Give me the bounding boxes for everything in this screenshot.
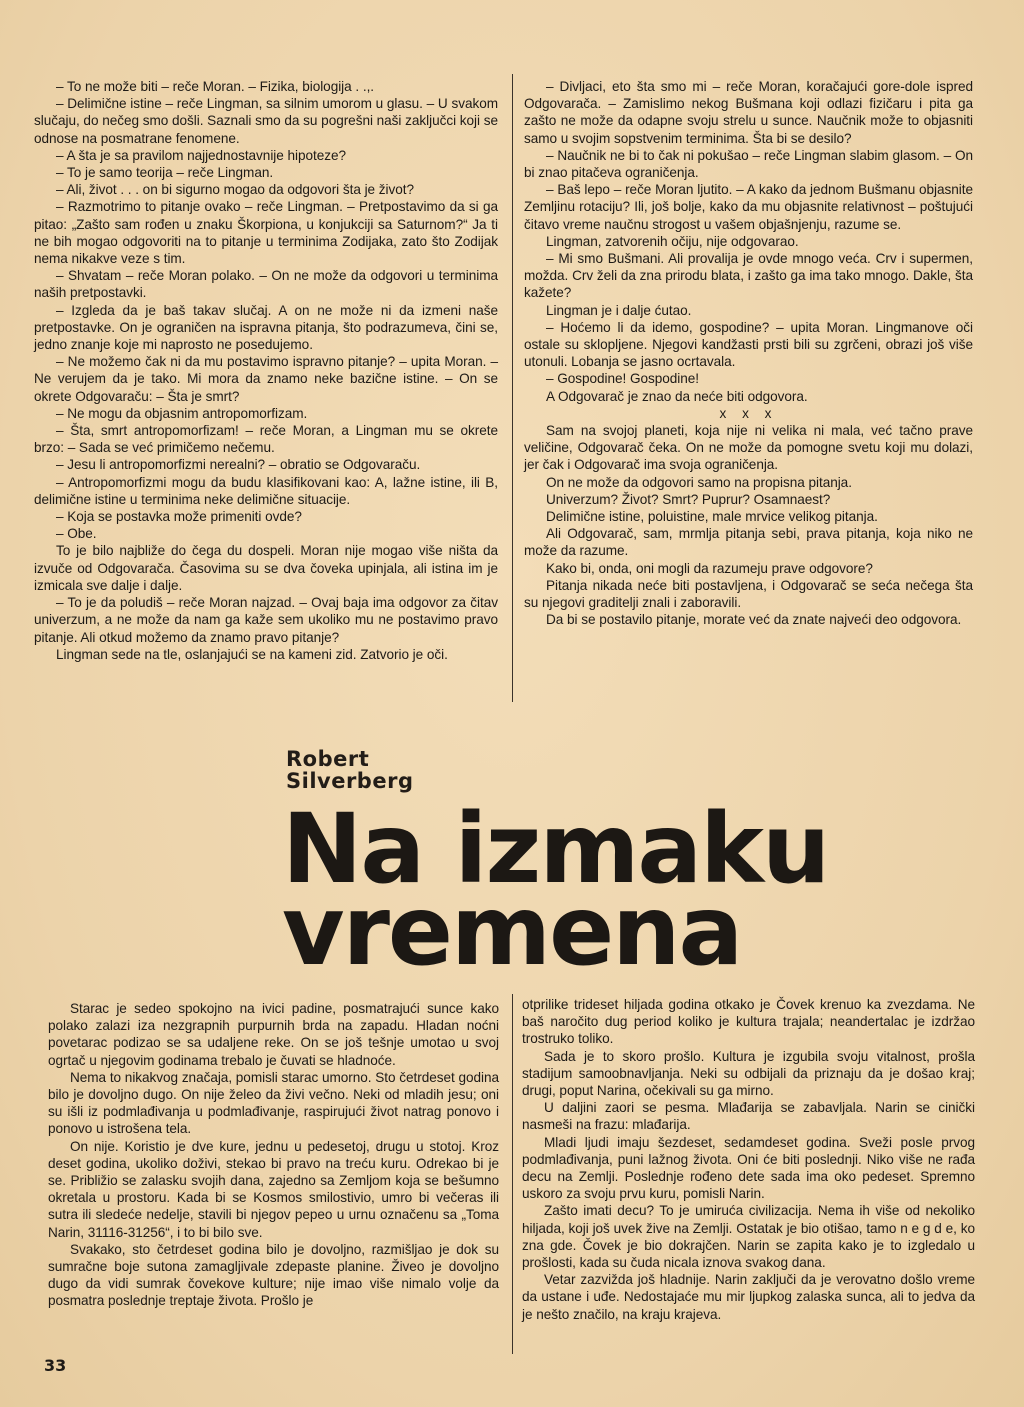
top-left-column: [34, 78, 498, 663]
paragraph: – Gospodine! Gospodine!: [546, 371, 700, 387]
paragraph: Sam na svojoj planeti, koja nije ni velika ni mala, već tačno prave veličine, Odgovarač čeka. On ne može da pomogne svetu koji mu dolazi, jer čak i Odgovarač ima svoja ograničenja.: [524, 423, 973, 473]
paragraph: – Izgleda da je baš takav slučaj. A on ne može ni da izmeni naše pretpostavke. On je ograničen na ispravna pitanja, što podrazumeva, čini se, jedno znanje koje mi naprosto ne posedujemo.: [34, 302, 498, 353]
paragraph: – Šta, smrt antropomorfizam! – reče Moran, a Lingman mu se okrete brzo: – Sada se već primičemo nečemu.: [34, 423, 498, 456]
paragraph: On nije. Koristio je dve kure, jednu u pedesetoj, drugu u stotoj. Kroz deset godina, ukoliko doživi, stekao bi pravo na treću kuru. Odrekao bi je se. Približio se zalasku svojih dana, zajedno sa Zemljom koja se bešumno okretala u prostoru. Kada bi se Kosmos smilostivio, umro bi večeras ili sutra ili sledeće nedelje, stavili bi njegov pepeo u urnu označenu sa „Toma Narin, 31116-31256“, i to bi bilo sve.: [48, 1138, 499, 1240]
paragraph: Lingman je i dalje ćutao.: [546, 302, 692, 318]
page-number: 33: [44, 1356, 67, 1375]
paragraph: – Ne možemo čak ni da mu postavimo ispravno pitanje? – upita Moran. – Ne verujem da je tako. Mi mora da znamo neke bazične istine. – On se okrete Odgovaraču: – Šta je smrt?: [34, 354, 498, 404]
paragraph: – Razmotrimo to pitanje ovako – reče Lingman. – Pretpostavimo da si ga pitao: „Zašto sam rođen u znaku Škorpiona, u konjukciji sa Saturnom?“ Ja ti ne bih mogao odgovoriti na to pitanje u terminima Zodijaka, zato što Zodijak nema nikakve veze s tim.: [34, 199, 498, 267]
paragraph: Ali Odgovarač, sam, mrmlja pitanja sebi, prava pitanja, koja niko ne može da razume.: [524, 526, 973, 559]
section-separator: x x x: [719, 405, 778, 421]
column-divider-bottom: [512, 994, 513, 1354]
paragraph: – Jesu li antropomorfizmi nerealni? – obratio se Odgovaraču.: [56, 457, 421, 473]
paragraph: – Shvatam – reče Moran polako. – On ne može da odgovori u terminima naših pretpostavki.: [34, 268, 498, 301]
paragraph: U daljini zaori se pesma. Mlađarija se zabavljala. Narin se cinički nasmeši na frazu: mlađarija.: [522, 1100, 975, 1133]
paragraph: – Koja se postavka može primeniti ovde?: [56, 509, 302, 525]
author-first-name: Robert: [286, 747, 370, 771]
paragraph: – To ne može biti – reče Moran. – Fizika, biologija . .,.: [56, 79, 375, 94]
story-title: [282, 793, 829, 987]
paragraph: Sada je to skoro prošlo. Kultura je izgubila svoju vitalnost, prošla stadijum samoobnavljanja. Neki su odbijali da priznaju da je došao kraj; drugi, poput Narina, očekivali su ga mirno.: [522, 1048, 975, 1099]
bottom-right-column: [522, 996, 975, 1323]
paragraph: – A šta je sa pravilom najjednostavnije hipoteze?: [56, 147, 347, 163]
paragraph: – Ali, život . . . on bi sigurno mogao da odgovori šta je život?: [56, 182, 414, 198]
paragraph: – To je samo teorija – reče Lingman.: [56, 165, 274, 181]
paragraph: Pitanja nikada neće biti postavljena, i Odgovarač se seća nečega šta su njegovi graditelji znali i zaboravili.: [524, 577, 973, 611]
title-line-2: vremena: [282, 875, 742, 987]
paragraph: On ne može da odgovori samo na propisna pitanja.: [546, 474, 852, 490]
paragraph: otprilike trideset hiljada godina otkako je Čovek krenuo ka zvezdama. Ne baš naročito dug period koliko je kultura trajala; neandertalac je izdržao trostruko toliko.: [522, 997, 975, 1047]
paragraph: – Naučnik ne bi to čak ni pokušao – reče Lingman slabim glasom. – On bi znao pitačeva ograničenja.: [524, 147, 973, 181]
bottom-left-column: [48, 1000, 499, 1310]
paragraph: – Mi smo Bušmani. Ali provalija je ovde mnogo veća. Crv i supermen, možda. Crv želi da zna prirodu blata, i zašto ga ima tako mnogo. Dakle, šta kažete?: [524, 251, 973, 301]
paragraph: Nema to nikakvog značaja, pomisli starac umorno. Sto četrdeset godina bilo je dovoljno dugo. On nije želeo da živi večno. Neki od mladih jesu; oni su išli iz podmlađivanja u podmlađivanje, raspirujući život natrag ponovo i ponovo u istrošena tela.: [48, 1069, 499, 1137]
paragraph: Da bi se postavilo pitanje, morate već da znate najveći deo odgovora.: [546, 612, 962, 628]
title-line-1: Na izmaku: [282, 793, 829, 905]
author-name: [286, 748, 413, 792]
paragraph: Mladi ljudi imaju šezdeset, sedamdeset godina. Sveži posle prvog podmlađivanja, puni lažnog života. Oni će biti poslednji. Niko više ne rađa decu na Zemlji. Poslednje rođeno dete sada ima oko pedeset. Spremno uskoro za svoju prvu kuru, pomisli Narin.: [522, 1134, 975, 1202]
author-last-name: Silverberg: [286, 769, 414, 793]
paragraph: – Hoćemo li da idemo, gospodine? – upita Moran. Lingmanove oči ostale su sklopljene. Njegovi kandžasti prsti bili su zgrčeni, obrazi još više utonuli. Lobanja se jasno ocrtavala.: [524, 319, 973, 370]
paragraph: To je bilo najbliže do čega du dospeli. Moran nije mogao više ništa da izvuče od Odgovarača. Časovima su se dva čoveka upinjala, ali istina im je izmicala sve dalje i dalje.: [34, 543, 498, 593]
paragraph: Svakako, sto četrdeset godina bilo je dovoljno, razmišljao je dok su sumračne boje sutona zamagljivale zdepaste planine. Živeo je dovoljno dugo da vidi sumrak čovekove kulture; nije imao više nimalo volje da posmatra poslednje treptaje života. Prošlo je: [48, 1241, 499, 1309]
paragraph: – Ne mogu da objasnim antropomorfizam.: [56, 405, 308, 421]
top-right-column: [524, 78, 973, 629]
paragraph: – Antropomorfizmi mogu da budu klasifikovani kao: A, lažne istine, ili B, delimične istine u terminima neke delimične situacije.: [34, 474, 498, 507]
paragraph: Kako bi, onda, oni mogli da razumeju prave odgovore?: [546, 560, 873, 576]
paragraph: – Obe.: [56, 526, 97, 542]
paragraph: Starac je sedeo spokojno na ivici padine, posmatrajući sunce kako polako zalazi iza nezgrapnih purpurnih brda na zapadu. Hladan noćni povetarac podizao se sa udaljene reke. On se još tešnje umotao u svoj ogrtač u njegovim godinama trebalo je čuvati se hladnoće.: [48, 1001, 499, 1068]
paragraph: A Odgovarač je znao da neće biti odgovora.: [546, 388, 808, 404]
paragraph: – Delimične istine – reče Lingman, sa silnim umorom u glasu. – U svakom slučaju, do nečeg smo došli. Saznali smo da su pogrešni naši zaključci koji se odnose na posmatrane fenomene.: [34, 96, 498, 146]
paragraph: Lingman sede na tle, oslanjajući se na kameni zid. Zatvorio je oči.: [56, 646, 448, 662]
paragraph: Vetar zazviždа još hladnije. Narin zaključi da je verovatno došlo vreme da ustane i uđe. Nedostajaće mu mir ljupkog zalaska sunca, ali to jedva da je nešto značilo, na kraju krajeva.: [522, 1272, 975, 1322]
paragraph: – Divljaci, eto šta smo mi – reče Moran, koračajući gore-dole ispred Odgovarača. – Zamislimo nekog Bušmana koji odlazi fizičaru i pita ga zašto ne može da odapne svoju strelu u sunce. Naučnik može to objasniti samo u svojim sopstvenim terminima. Šta bi se desilo?: [524, 79, 973, 146]
paragraph: Delimične istine, poluistine, male mrvice velikog pitanja.: [546, 509, 878, 525]
paragraph: – Baš lepo – reče Moran ljutito. – A kako da jednom Bušmanu objasnite Zemljinu rotaciju? Ili, još bolje, kako da mu objasnite relativnost – poštujući čitavo vreme naučnu strogost u vašem objašnjenju, razume se.: [524, 182, 973, 232]
paragraph: Lingman, zatvorenih očiju, nije odgovarao.: [546, 233, 799, 249]
paragraph: – To je da poludiš – reče Moran najzad. – Ovaj baja ima odgovor za čitav univerzum, a ne može da nam ga kaže sem ukoliko mu ne postavimo pravo pitanje. Ali otkud možemo da znamo pravo pitanje?: [34, 595, 498, 645]
column-divider-top: [512, 74, 513, 702]
paragraph: Zašto imati decu? To je umiruća civilizacija. Nema ih više od nekoliko hiljada, koji još uvek žive na Zemlji. Ostatak je bio otišao, tamo n e g d e, ko zna gde. Čovek je bio dokrajčen. Narin se zapita kako je to izgledalo u prošlosti, kada su čuda nicala iznova svakog dana.: [522, 1203, 975, 1271]
paragraph: Univerzum? Život? Smrt? Puprur? Osamnaest?: [546, 491, 831, 507]
